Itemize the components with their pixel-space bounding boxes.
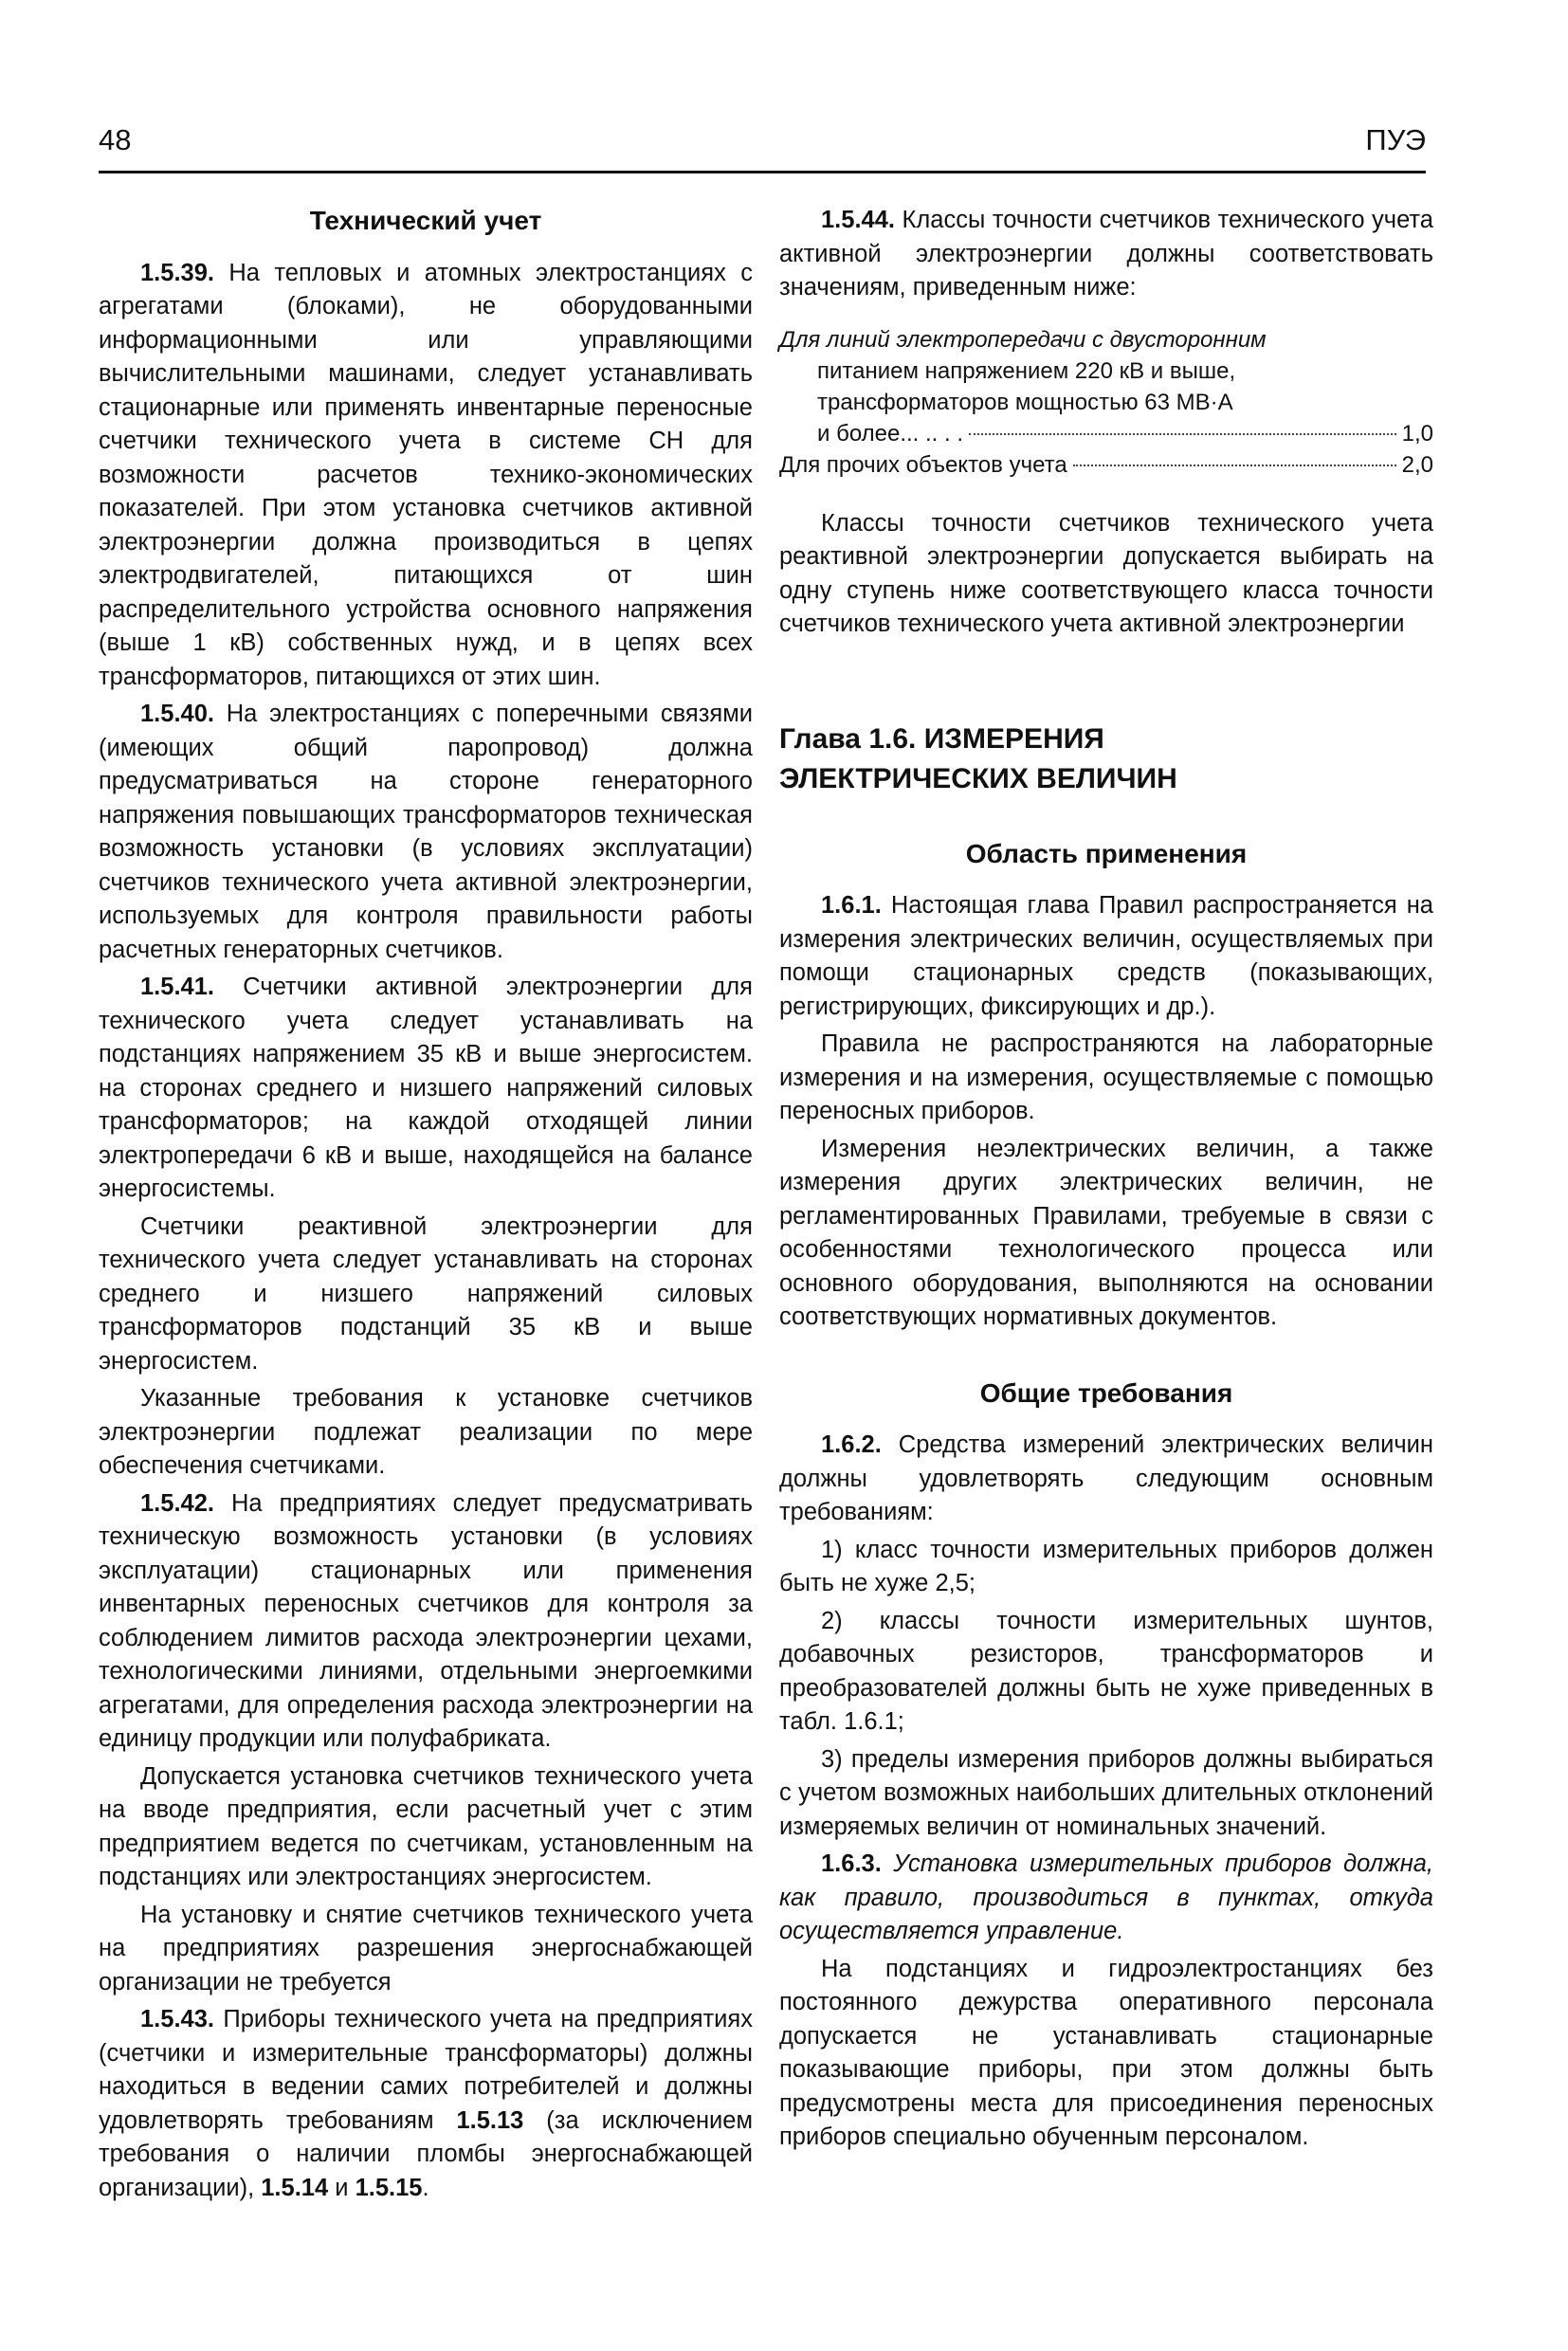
left-column xyxy=(99,204,753,2205)
paragraph-text: На тепловых и атомных электростанциях с агрегатами (блоками), не оборудованными информационными или управляющими вычислительными машинами, следует устанавливать стационарные или применять инвентарные переносные счетчики технического учета в системе СН для возможности расчетов технико-экономических показателей. При этом установка счетчиков активной электроэнергии должна производиться в цепях электродвигателей, питающихся от шин распределительного устройства основного напряжения (выше 1 кВ) собственных нужд, и в цепях всех трансформаторов, питающихся от этих шин. xyxy=(99,259,753,690)
clause-reference: 1.5.13 xyxy=(456,2106,524,2134)
accuracy-class-line: трансформаторов мощностью 63 МВ·А xyxy=(817,389,1233,415)
paragraph-1-5-44 xyxy=(779,204,1433,305)
paragraph-1-6-2 xyxy=(779,1429,1433,1530)
paragraph-text: Классы точности счетчиков технического учета активной электроэнергии должны соответствовать значениям, приведенным ниже: xyxy=(779,207,1433,301)
paragraph-text: Настоящая глава Правил распространяется на измерения электрических величин, осуществляемых при помощи стационарных средств (показывающих, регистрирующих, фиксирующих и др.). xyxy=(779,892,1433,1020)
accuracy-class-row xyxy=(779,418,1433,449)
accuracy-class-value: 1,0 xyxy=(1401,420,1433,447)
accuracy-class-value: 2,0 xyxy=(1401,451,1433,478)
chapter-title-line: ЭЛЕКТРИЧЕСКИХ ВЕЛИЧИН xyxy=(779,762,1177,794)
paragraph-substations: На подстанциях и гидроэлектростанциях без постоянного дежурства оперативного персонала допускается не устанавливать стационарные показывающие приборы, при этом должны быть предусмотрены места для присоединения переносных приборов специально обученным персоналом. xyxy=(779,1955,1433,2150)
paragraph-text: На электростанциях с поперечными связями (имеющих общий паропровод) должна предусматриваться на стороне генераторного напряжения повышающих трансформаторов техническая возможность установки (в условиях эксплуатации) счетчиков технического учета активной электроэнергии, используемых для контроля правильности работы расчетных генераторных счетчиков. xyxy=(99,701,753,963)
paragraph-input-metering: Допускается установка счетчиков технического учета на вводе предприятия, если расчетный учет с этим предприятием ведется по счетчикам, установленным на подстанциях или электростанциях энергосистем. xyxy=(99,1762,753,1890)
header-rule xyxy=(99,171,1426,173)
clause-number: 1.5.44. xyxy=(821,207,895,233)
clause-number: 1.5.42. xyxy=(140,1489,214,1517)
paragraph-1-6-1 xyxy=(779,889,1433,1024)
clause-number: 1.5.40. xyxy=(140,701,214,727)
clause-number: 1.5.39. xyxy=(140,259,214,286)
conjunction: и xyxy=(335,2174,349,2201)
paragraph-1-5-42 xyxy=(99,1487,753,1757)
paragraph-1-5-41 xyxy=(99,971,753,1207)
paragraph-1-6-3 xyxy=(779,1848,1433,1949)
accuracy-class-item xyxy=(779,449,1433,481)
accuracy-class-line: Для линий электропередачи с двусторонним xyxy=(779,326,1267,353)
clause-number: 1.5.41. xyxy=(140,974,214,1000)
paragraph-non-electrical: Измерения неэлектрических величин, а также измерения других электрических величин, не регламентированных Правилами, требуемые в связи с особенностями технологического процесса или основного оборудования, выполняются на основании соответствующих нормативных документов. xyxy=(779,1135,1433,1330)
accuracy-class-item xyxy=(779,324,1433,449)
clause-number: 1.6.2. xyxy=(821,1431,882,1458)
leader-dots xyxy=(969,433,1396,435)
clause-reference: 1.5.15 xyxy=(355,2174,423,2201)
accuracy-class-line: питанием напряжением 220 кВ и выше, xyxy=(817,357,1236,384)
list-item-1: 1) класс точности измерительных приборов должен быть не хуже 2,5; xyxy=(779,1536,1433,1596)
paragraph-1-5-40 xyxy=(99,698,753,967)
page-header xyxy=(99,123,1426,171)
paragraph-portable-devices: Правила не распространяются на лабораторные измерения и на измерения, осуществляемые с помощью переносных приборов. xyxy=(779,1030,1433,1124)
paragraph-reactive-meters: Счетчики реактивной электроэнергии для технического учета следует устанавливать на сторонах среднего и низшего напряжений силовых трансформаторов подстанций 35 кВ и выше энергосистем. xyxy=(99,1212,753,1375)
paragraph-text: На предприятиях следует предусматривать техническую возможность установки (в условиях эксплуатации) стационарных или применения инвентарных переносных счетчиков для контроля за соблюдением лимитов расхода электроэнергии цехами, технологическими линиями, отдельными энергоемкими агрегатами, для определения расхода электроэнергии на единицу продукции или полуфабриката. xyxy=(99,1489,753,1752)
paragraph-1-5-39 xyxy=(99,257,753,695)
clause-number: 1.6.3. xyxy=(821,1850,882,1877)
clause-number: 1.5.43. xyxy=(140,2006,214,2032)
paragraph-1-5-43 xyxy=(99,2003,753,2205)
paragraph-permission: На установку и снятие счетчиков технического учета на предприятиях разрешения энергоснабжающей организации не требуется xyxy=(99,1901,753,1996)
list-item-3: 3) пределы измерения приборов должны выбираться с учетом возможных наибольших длительных отклонений измеряемых величин от номинальных значений. xyxy=(779,1745,1433,1840)
clause-reference: 1.5.14 xyxy=(261,2174,329,2201)
running-title: ПУЭ xyxy=(1365,123,1426,156)
paragraph-reactive-accuracy: Классы точности счетчиков технического учета реактивной электроэнергии допускается выбирать на одну ступень ниже соответствующего класса точности счетчиков технического учета активной электроэнергии xyxy=(779,509,1433,637)
period: . xyxy=(422,2174,429,2201)
right-column xyxy=(779,204,1433,2155)
section-heading-general-requirements: Общие требования xyxy=(979,1377,1233,1408)
section-heading-scope: Область применения xyxy=(965,838,1248,868)
page-number: 48 xyxy=(99,123,132,156)
paragraph-text: Приборы технического учета на предприятиях (счетчики и измерительные трансформаторы) должны находиться в ведении самих потребителей и должны удовлетворять требованиям xyxy=(99,2006,753,2134)
paragraph-text: Установка измерительных приборов должна, как правило, производиться в пунктах, откуда осуществляется управление. xyxy=(779,1850,1433,1944)
paragraph-text: Счетчики активной электроэнергии для технического учета следует устанавливать на подстанциях напряжением 35 кВ и выше энергосистем. на сторонах среднего и низшего напряжений силовых трансформаторов; на каждой отходящей линии электропередачи 6 кВ и выше, находящейся на балансе энергосистемы. xyxy=(99,974,753,1202)
accuracy-class-list xyxy=(779,324,1433,481)
paragraph-text: (за исключением требования о наличии пломбы энергоснабжающей организации), xyxy=(99,2106,753,2201)
list-item-2: 2) классы точности измерительных шунтов, добавочных резисторов, трансформаторов и преобразователей должны быть не хуже приведенных в табл. 1.6.1; xyxy=(779,1607,1433,1735)
chapter-title xyxy=(779,720,1433,799)
paragraph-requirements-implementation: Указанные требования к установке счетчиков электроэнергии подлежат реализации по мере обеспечения счетчиками. xyxy=(99,1385,753,1479)
section-spacer xyxy=(779,642,1433,720)
accuracy-class-line: и более... .. . . xyxy=(817,420,964,447)
section-spacer xyxy=(779,1335,1433,1376)
chapter-title-line: Глава 1.6. ИЗМЕРЕНИЯ xyxy=(779,722,1104,755)
section-heading-technical-accounting: Технический учет xyxy=(309,206,542,235)
leader-dots xyxy=(1073,465,1396,466)
accuracy-class-line: Для прочих объектов учета xyxy=(779,451,1067,478)
paragraph-text: Средства измерений электрических величин должны удовлетворять следующим основным требованиям: xyxy=(779,1431,1433,1525)
clause-number: 1.6.1. xyxy=(821,892,882,919)
